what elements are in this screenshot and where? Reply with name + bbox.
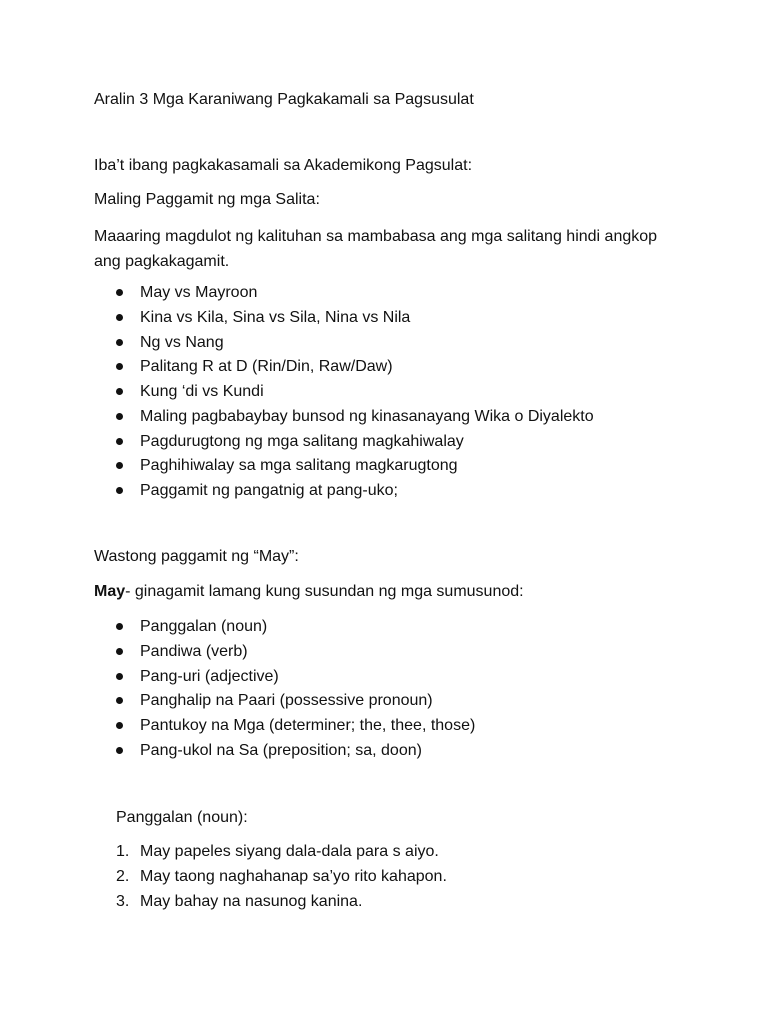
intro-paragraph: Maaaring magdulot ng kalituhan sa mambabasa ang mga salitang hindi angkop ang pagkakagamit. xyxy=(94,228,658,270)
bullet-icon xyxy=(116,363,123,370)
subheading-wrong-word-usage: Maling Paggamit ng mga Salita: xyxy=(94,191,320,208)
list-item: Paghihiwalay sa mga salitang magkarugtong xyxy=(116,454,594,479)
bullet-icon xyxy=(116,648,123,655)
bullet-icon xyxy=(116,314,123,321)
list-item: Pang-uri (adjective) xyxy=(116,665,475,690)
list-item: Kung ‘di vs Kundi xyxy=(116,380,594,405)
list-item: 2. May taong naghahanap sa’yo rito kahapon. xyxy=(116,865,447,890)
section-heading-may-usage: Wastong paggamit ng “May”: xyxy=(94,548,299,565)
bullet-icon xyxy=(116,413,123,420)
list-item: Kina vs Kila, Sina vs Sila, Nina vs Nila xyxy=(116,306,594,331)
list-item: Pagdurugtong ng mga salitang magkahiwalay xyxy=(116,430,594,455)
list-item: May vs Mayroon xyxy=(116,281,594,306)
list-number: 3. xyxy=(116,892,130,910)
bullet-icon xyxy=(116,289,123,296)
bullet-icon xyxy=(116,438,123,445)
may-term: May xyxy=(94,583,126,600)
noun-examples-list xyxy=(116,840,447,914)
list-item: Pandiwa (verb) xyxy=(116,640,475,665)
list-item: Pantukoy na Mga (determiner; the, thee, those) xyxy=(116,714,475,739)
bullet-icon xyxy=(116,697,123,704)
bullet-icon xyxy=(116,623,123,630)
section-heading-noun: Panggalan (noun): xyxy=(116,809,248,826)
list-item: 3. May bahay na nasunog kanina. xyxy=(116,890,447,915)
list-item: Paggamit ng pangatnig at pang-uko; xyxy=(116,479,594,504)
document-title: Aralin 3 Mga Karaniwang Pagkakamali sa Pagsusulat xyxy=(94,91,474,108)
may-definition-text: - ginagamit lamang kung susundan ng mga sumusunod: xyxy=(125,583,524,600)
list-number: 2. xyxy=(116,867,130,885)
bullet-icon xyxy=(116,722,123,729)
list-item: Ng vs Nang xyxy=(116,331,594,356)
list-item: Panggalan (noun) xyxy=(116,615,475,640)
bullet-icon xyxy=(116,462,123,469)
list-item: Pang-ukol na Sa (preposition; sa, doon) xyxy=(116,739,475,764)
list-item: 1. May papeles siyang dala-dala para s aiyo. xyxy=(116,840,447,865)
bullet-icon xyxy=(116,339,123,346)
list-item: Palitang R at D (Rin/Din, Raw/Daw) xyxy=(116,355,594,380)
list-item: Panghalip na Paari (possessive pronoun) xyxy=(116,689,475,714)
bullet-icon xyxy=(116,487,123,494)
may-definition xyxy=(94,580,524,604)
bullet-icon xyxy=(116,388,123,395)
bullet-icon xyxy=(116,673,123,680)
error-types-list xyxy=(116,281,594,504)
bullet-icon xyxy=(116,747,123,754)
list-item: Maling pagbabaybay bunsod ng kinasanayang Wika o Diyalekto xyxy=(116,405,594,430)
list-number: 1. xyxy=(116,843,130,860)
section-heading-errors: Iba’t ibang pagkakasamali sa Akademikong Pagsulat: xyxy=(94,157,473,174)
may-usage-list xyxy=(116,615,475,764)
